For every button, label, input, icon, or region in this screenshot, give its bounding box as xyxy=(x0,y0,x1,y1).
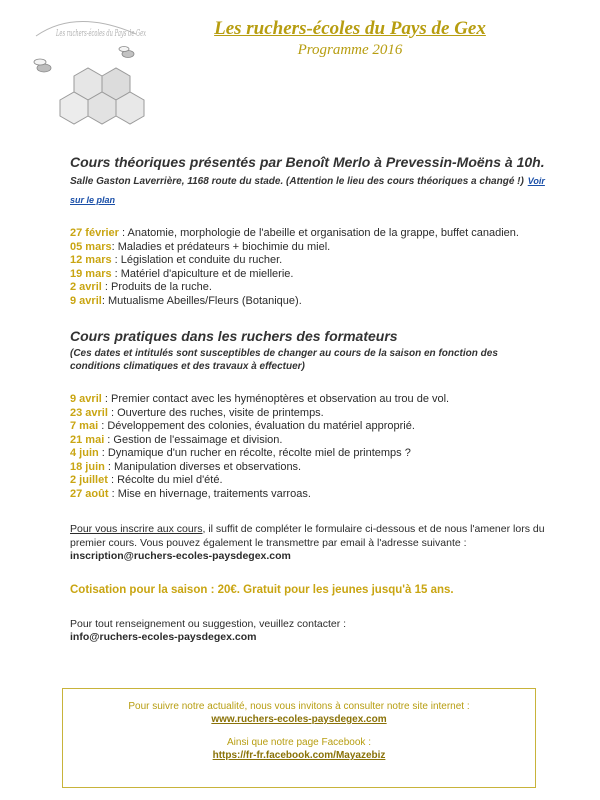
cotisation-text: Cotisation pour la saison : 20€. Gratuit pour les jeunes jusqu'à 15 ans. xyxy=(70,583,454,596)
footer-line1: Pour suivre notre actualité, nous vous invitons à consulter notre site internet : xyxy=(128,701,470,712)
schedule-item: 05 mars: Maladies et prédateurs + biochimie du miel. xyxy=(70,240,331,253)
schedule-text: Maladies et prédateurs + biochimie du miel. xyxy=(117,240,331,253)
schedule-item: 2 juillet : Récolte du miel d'été. xyxy=(70,474,223,486)
schedule-date: 05 mars xyxy=(70,240,112,253)
schedule-text: Législation et conduite du rucher. xyxy=(120,254,283,266)
schedule-text: Matériel d'apiculture et de miellerie. xyxy=(120,267,294,280)
inscription-info: Pour vous inscrire aux cours, il suffit de compléter le formulaire ci-dessous et de nous l'amener lors du premier cours. Vous pouvez également le transmettre par email à l'adresse suivante : inscription@ruchers-ecoles-paysdegex.com xyxy=(70,523,545,562)
schedule-item: 2 avril : Produits de la ruche. xyxy=(70,281,212,293)
schedule-item: 7 mai : Développement des colonies, évaluation du matériel approprié. xyxy=(70,420,415,432)
page-subtitle: Programme 2016 xyxy=(297,42,403,58)
schedule-text: Ouverture des ruches, visite de printemps. xyxy=(117,406,324,419)
schedule-text: Mutualisme Abeilles/Fleurs (Botanique). xyxy=(107,294,302,307)
schedule-item: 12 mars : Législation et conduite du rucher. xyxy=(70,254,283,266)
program-content xyxy=(70,154,550,645)
schedule-item: 19 mars : Matériel d'apiculture et de miellerie. xyxy=(70,267,294,280)
logo-text: Les ruchers-écoles du Pays de Gex xyxy=(56,29,215,39)
schedule-date: 23 avril xyxy=(70,406,108,419)
schedule-item: 27 août : Mise en hivernage, traitements varroas. xyxy=(70,487,311,500)
footer-box xyxy=(62,688,536,788)
schedule-text: Premier contact avec les hyménoptères et observation au trou de vol. xyxy=(110,393,450,405)
website-link[interactable]: www.ruchers-ecoles-paysdegex.com xyxy=(211,714,387,725)
schedule-date: 27 février xyxy=(70,227,119,239)
practice-title: Cours pratiques dans les ruchers des formateurs xyxy=(70,328,398,344)
schedule-date: 19 mars xyxy=(70,267,112,280)
schedule-item: 4 juin : Dynamique d'un rucher en récolte, récolte miel de printemps ? xyxy=(70,447,411,459)
schedule-text: Produits de la ruche. xyxy=(110,281,212,293)
schedule-date: 9 avril xyxy=(70,393,102,405)
schedule-date: 18 juin xyxy=(70,460,105,473)
inscription-lead: Pour vous inscrire aux cours xyxy=(70,523,203,535)
contact-info: Pour tout renseignement ou suggestion, veuillez contacter : info@ruchers-ecoles-paysdegex.com xyxy=(70,618,550,645)
schedule-text: Récolte du miel d'été. xyxy=(117,474,223,486)
document-header xyxy=(140,18,560,59)
schedule-date: 4 juin xyxy=(70,447,99,459)
theory-schedule xyxy=(70,227,550,308)
schedule-date: 12 mars xyxy=(70,254,112,266)
schedule-date: 2 avril xyxy=(70,281,102,293)
page-title: Les ruchers-écoles du Pays de Gex xyxy=(214,18,486,39)
schedule-text: Manipulation diverses et observations. xyxy=(114,460,302,473)
footer-line2: Ainsi que notre page Facebook : xyxy=(227,737,371,748)
theory-title: Cours théoriques présentés par Benoît Merlo à Prevessin-Moëns à 10h. Salle Gaston Laverrière, 1168 route du stade. (Attention le lieu des cours théoriques a changé !) Voir sur le plan xyxy=(70,154,545,205)
schedule-text: Anatomie, morphologie de l'abeille et organisation de la grappe, buffet canadien. xyxy=(127,227,519,239)
practice-section xyxy=(70,328,550,501)
schedule-date: 9 avril xyxy=(70,294,102,307)
schedule-text: Mise en hivernage, traitements varroas. xyxy=(117,487,311,500)
schedule-item: 18 juin : Manipulation diverses et observations. xyxy=(70,460,302,473)
schedule-text: Gestion de l'essaimage et division. xyxy=(113,433,283,446)
practice-note: (Ces dates et intitulés sont susceptibles de changer au cours de la saison en fonction des conditions climatiques et des travaux à effectuer) xyxy=(70,348,498,372)
schedule-date: 2 juillet xyxy=(70,474,108,486)
schedule-date: 21 mai xyxy=(70,433,105,446)
theory-section xyxy=(70,154,550,308)
schedule-text: Développement des colonies, évaluation du matériel approprié. xyxy=(107,420,415,432)
schedule-text: Dynamique d'un rucher en récolte, récolte miel de printemps ? xyxy=(107,447,411,459)
schedule-item: 9 avril: Mutualisme Abeilles/Fleurs (Botanique). xyxy=(70,294,302,307)
schedule-item: 21 mai : Gestion de l'essaimage et division. xyxy=(70,433,283,446)
theory-location: Salle Gaston Laverrière, 1168 route du stade. (Attention le lieu des cours théoriques a changé !) xyxy=(70,176,524,187)
practice-schedule xyxy=(70,393,550,501)
contact-email[interactable]: info@ruchers-ecoles-paysdegex.com xyxy=(70,631,257,643)
schedule-item: 23 avril : Ouverture des ruches, visite de printemps. xyxy=(70,406,324,419)
schedule-item: 27 février : Anatomie, morphologie de l'abeille et organisation de la grappe, buffet canadien. xyxy=(70,227,519,239)
schedule-date: 7 mai xyxy=(70,420,99,432)
facebook-link[interactable]: https://fr-fr.facebook.com/Mayazebiz xyxy=(212,750,386,761)
schedule-item: 9 avril : Premier contact avec les hyménoptères et observation au trou de vol. xyxy=(70,393,450,405)
inscription-email[interactable]: inscription@ruchers-ecoles-paysdegex.com xyxy=(70,550,291,562)
map-link[interactable]: Voir sur le plan xyxy=(70,176,545,205)
schedule-date: 27 août xyxy=(70,487,109,500)
